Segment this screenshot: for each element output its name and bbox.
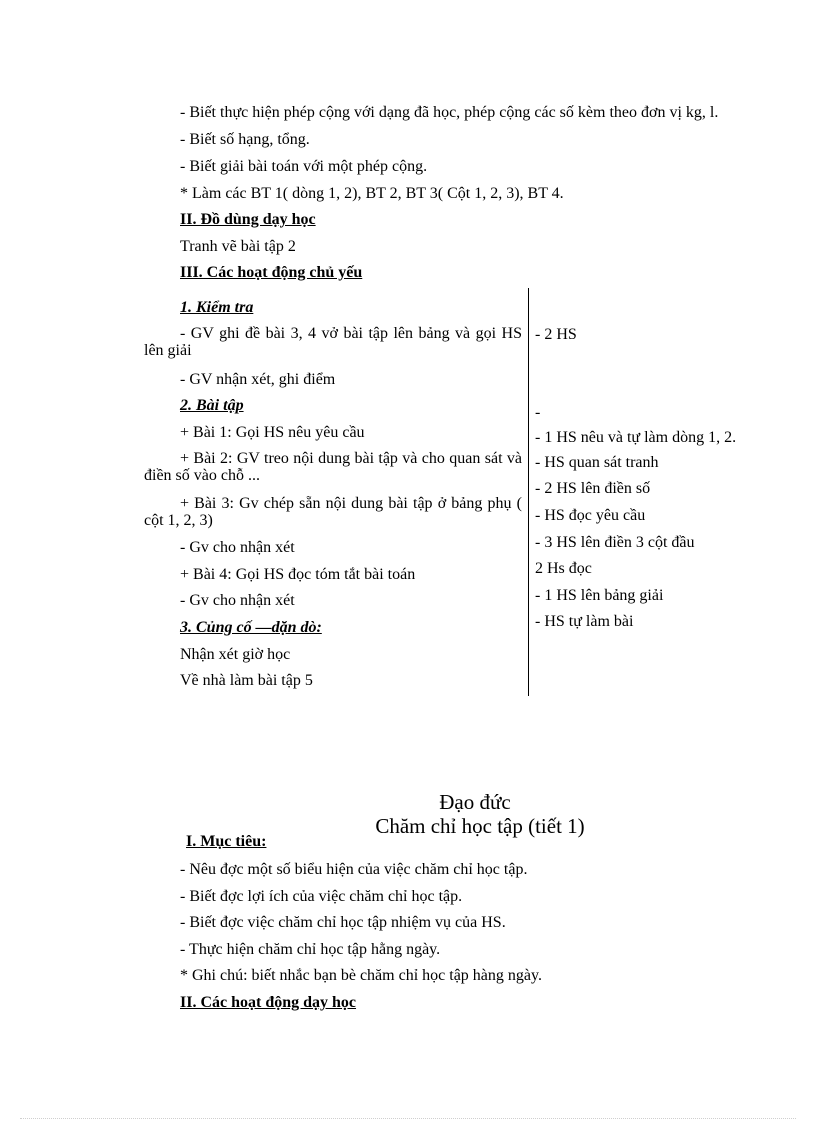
student-activity: - 2 HS lên điền số — [535, 480, 651, 497]
student-activity: - 1 HS nêu và tự làm dòng 1, 2. — [535, 429, 737, 446]
student-activity: - 3 HS lên điền 3 cột đầu — [535, 534, 695, 551]
student-activity: - 2 HS — [535, 326, 577, 343]
student-activity: 2 Hs đọc — [535, 560, 592, 577]
subheading-exercises: 2. Bài tập — [180, 397, 244, 414]
objective-line: - Biết số hạng, tổng. — [180, 131, 310, 148]
objective-line: - Biết thực hiện phép cộng với dạng đã học, phép cộng các số kèm theo đơn vị kg, l. — [180, 104, 719, 121]
section-heading-objectives: I. Mục tiêu: — [186, 833, 267, 850]
student-activity: - HS quan sát tranh — [535, 454, 659, 471]
lesson-title: Chăm chỉ học tập (tiết 1) — [375, 814, 585, 838]
activity-text: - GV nhận xét, ghi điểm — [180, 371, 336, 388]
exercise-item: + Bài 2: GV treo nội dung bài tập và cho quan sát và điền số vào chỗ ... — [144, 450, 522, 484]
exercise-item: + Bài 3: Gv chép sẵn nội dung bài tập ở bảng phụ ( cột 1, 2, 3) — [144, 495, 522, 529]
column-divider — [528, 288, 529, 696]
exercise-item: + Bài 4: Gọi HS đọc tóm tắt bài toán — [180, 566, 416, 583]
subject-title: Đạo đức — [439, 790, 511, 814]
subheading-wrapup: 3. Củng cố —dặn dò: — [180, 619, 322, 636]
objective-line: - Biết đợc việc chăm chỉ học tập nhiệm vụ của HS. — [180, 914, 506, 931]
subheading-check: 1. Kiểm tra — [180, 299, 254, 316]
activity-text: - Gv cho nhận xét — [180, 539, 295, 556]
objective-line: - Thực hiện chăm chỉ học tập hằng ngày. — [180, 941, 441, 958]
objective-line: - Biết đợc lợi ích của việc chăm chỉ học tập. — [180, 888, 463, 905]
section-heading-materials: II. Đồ dùng dạy học — [180, 211, 316, 228]
activity-text: - GV ghi đề bài 3, 4 vở bài tập lên bảng và gọi HS lên giải — [144, 325, 522, 359]
section-heading-activities: III. Các hoạt động chủ yếu — [180, 264, 363, 281]
objective-line: * Làm các BT 1( dòng 1, 2), BT 2, BT 3( Cột 1, 2, 3), BT 4. — [180, 185, 564, 202]
page-bottom-border — [20, 1118, 796, 1119]
objective-line: * Ghi chú: biết nhắc bạn bè chăm chỉ học tập hàng ngày. — [180, 967, 542, 984]
activity-text: Nhận xét giờ học — [180, 646, 291, 663]
objective-line: - Biết giải bài toán với một phép cộng. — [180, 158, 428, 175]
student-activity: - HS tự làm bài — [535, 613, 634, 630]
exercise-item: + Bài 1: Gọi HS nêu yêu cầu — [180, 424, 365, 441]
materials-text: Tranh vẽ bài tập 2 — [180, 238, 296, 255]
student-activity: - — [535, 404, 541, 421]
objective-line: - Nêu đợc một số biểu hiện của việc chăm chỉ học tập. — [180, 861, 528, 878]
activity-text: Về nhà làm bài tập 5 — [180, 672, 313, 689]
activity-text: - Gv cho nhận xét — [180, 592, 295, 609]
student-activity: - 1 HS lên bảng giải — [535, 587, 664, 604]
student-activity: - HS đọc yêu cầu — [535, 507, 646, 524]
section-heading-teaching-activities: II. Các hoạt động dạy học — [180, 994, 357, 1011]
